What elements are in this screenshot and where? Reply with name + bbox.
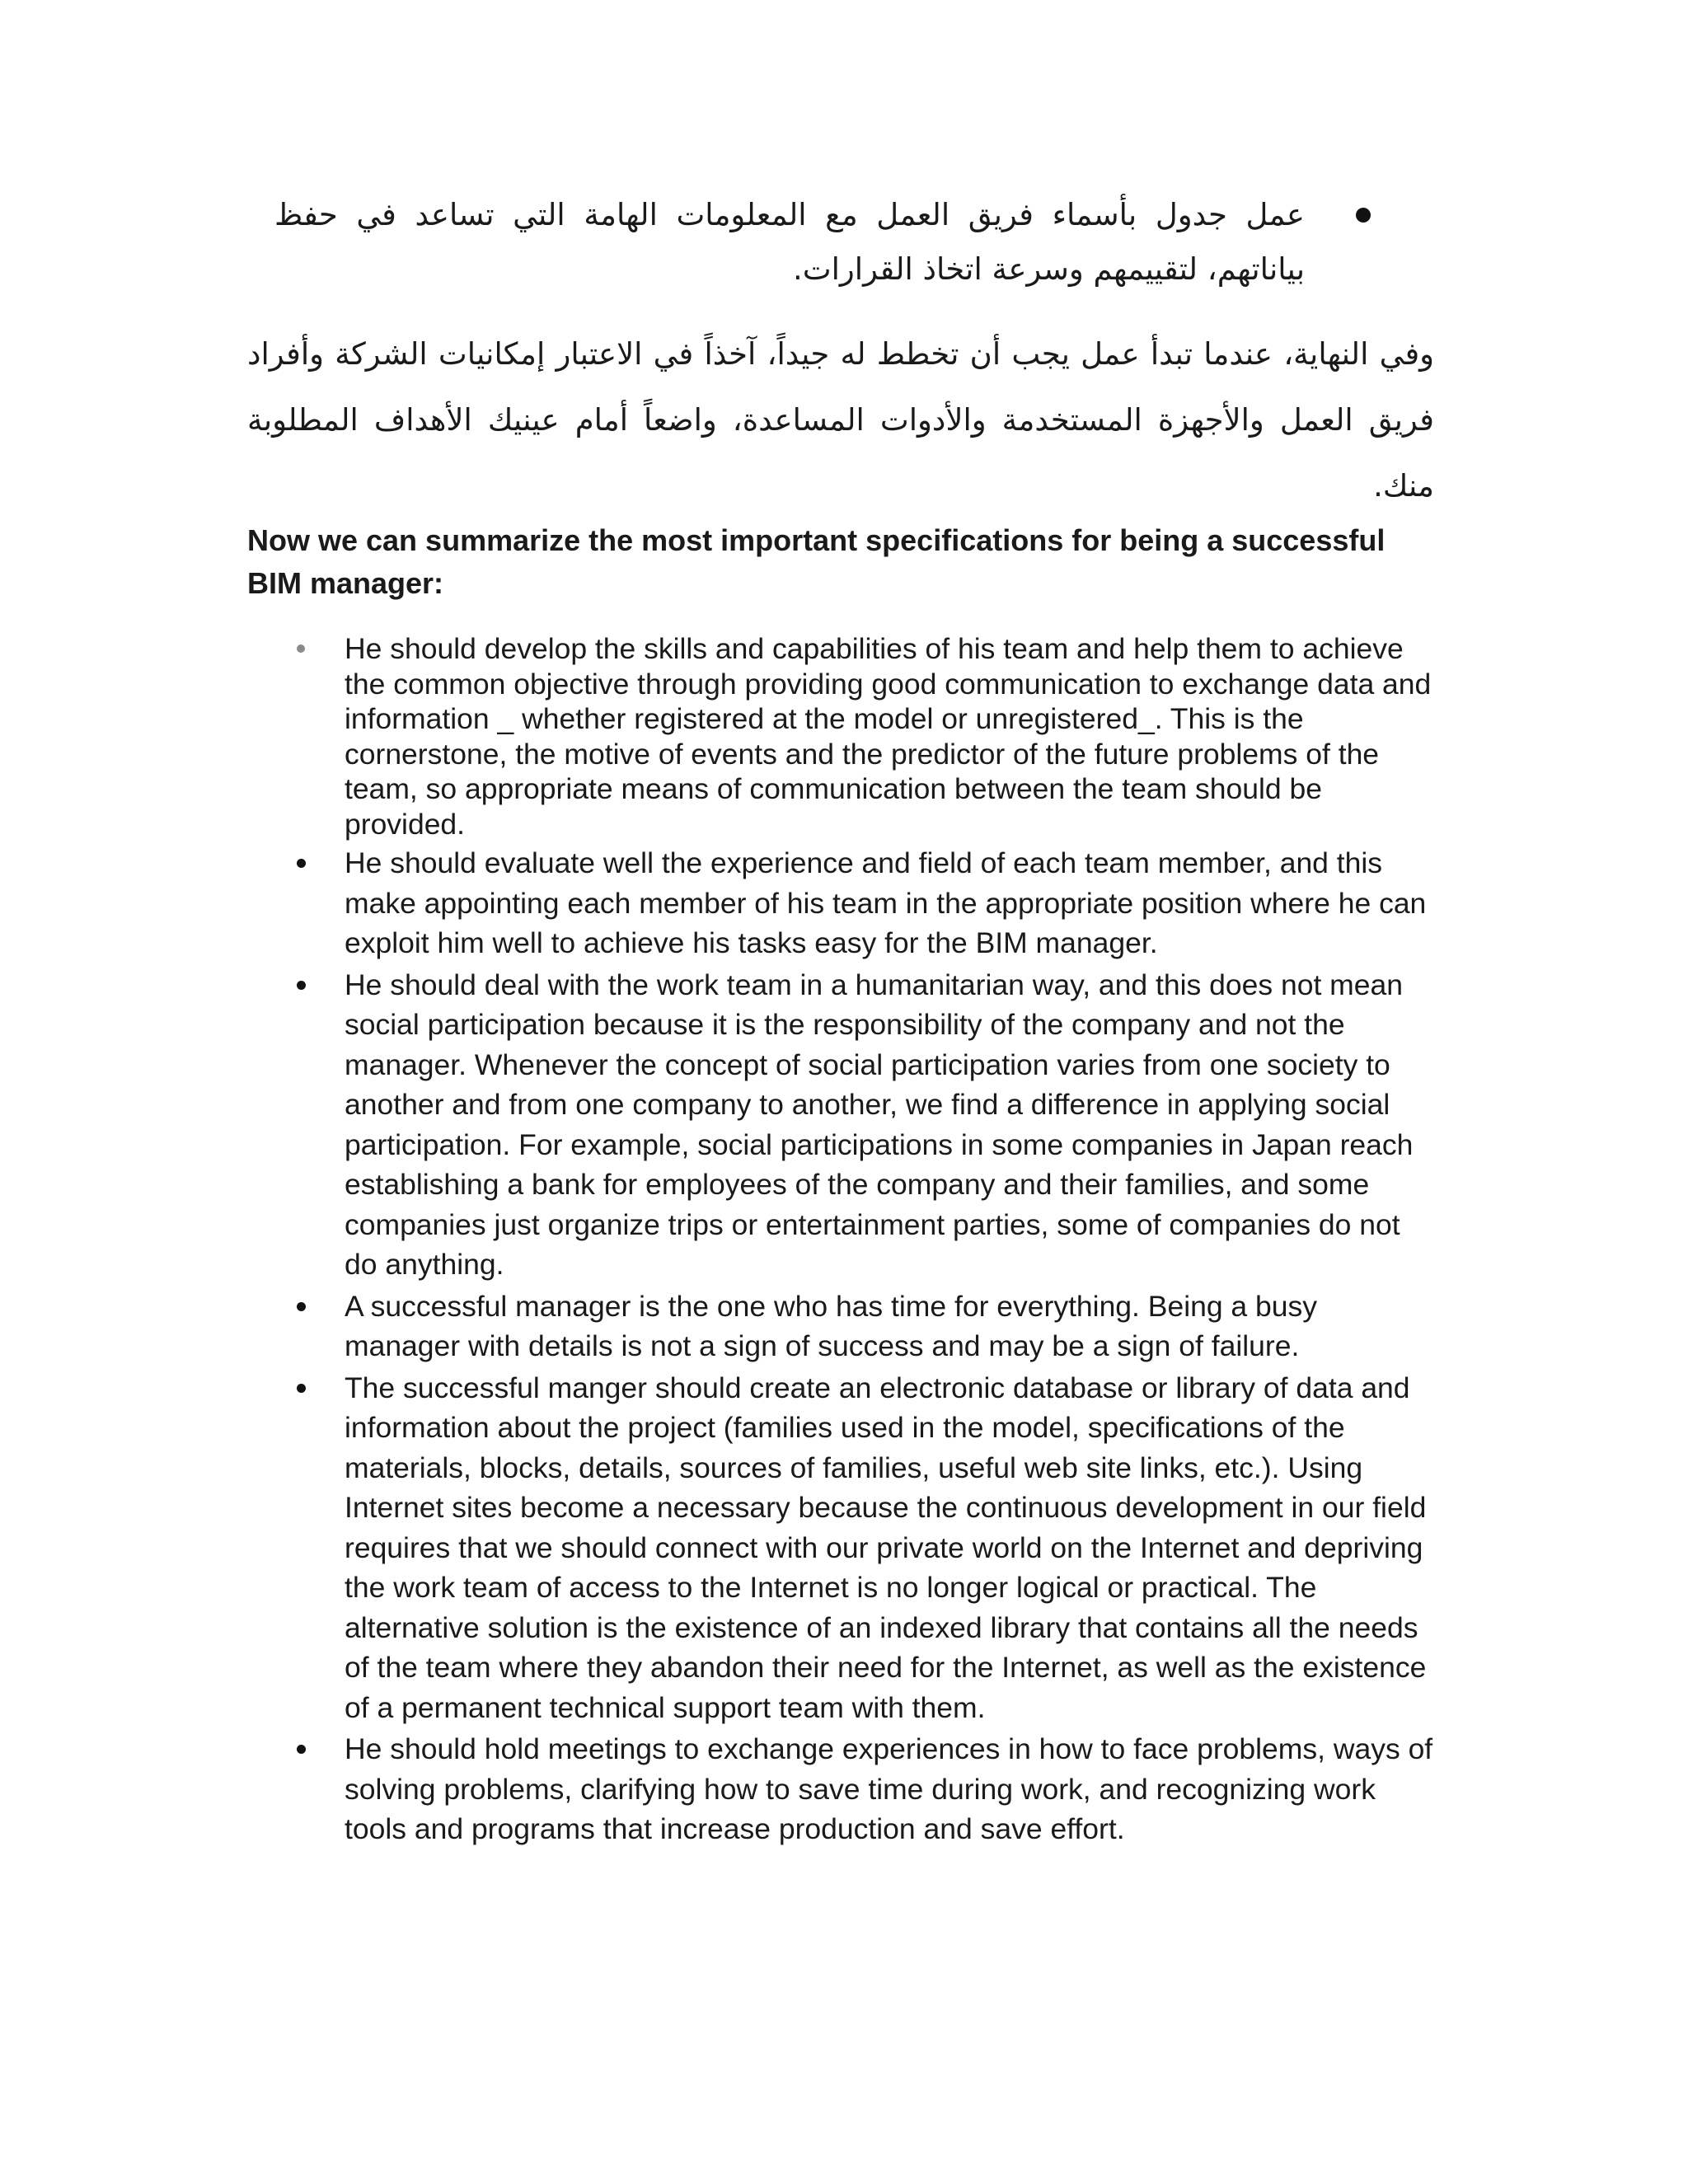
list-item	[247, 1729, 1434, 1849]
list-item	[247, 965, 1434, 1285]
list-item	[247, 631, 1434, 841]
bullet-dot	[297, 1384, 306, 1393]
arabic-paragraph: وفي النهاية، عندما تبدأ عمل يجب أن تخطط له جيداً، آخذاً في الاعتبار إمكانيات الشركة وأفراد فريق العمل والأجهزة المستخدمة والأدوات المساعدة، واضعاً أمام عينيك الأهداف المطلوبة منك.	[247, 336, 1434, 504]
list-item-text: He should evaluate well the experience and field of each team member, and this make appointing each member of his team in the appropriate position where he can exploit him well to achieve his tasks easy for the BIM manager.	[345, 846, 1427, 959]
list-item-text: He should develop the skills and capabilities of his team and help them to achieve the common objective through providing good communication to exchange data and information _ whether registered at the model or unregistered_. This is the cornerstone, the motive of events and the predictor of the future problems of the team, so appropriate means of communication between the team should be provided.	[345, 632, 1432, 841]
bullet-dot	[297, 981, 306, 990]
bullet-dot	[1356, 208, 1371, 223]
arabic-bullet-item	[274, 188, 1371, 297]
list-item-text: He should deal with the work team in a humanitarian way, and this does not mean social participation because it is the responsibility of the company and not the manager. Whenever the concept of social participation varies from one society to another and from one company to another, we find a difference in applying social participation. For example, social participations in some companies in Japan reach establishing a bank for employees of the company and their families, and some companies just organize trips or entertainment parties, some of companies do not do anything.	[345, 968, 1414, 1281]
section-heading: Now we can summarize the most important specifications for being a successful BIM manager:	[247, 523, 1386, 600]
bullet-dot	[297, 1302, 306, 1311]
list-item-text: He should hold meetings to exchange experiences in how to face problems, ways of solving problems, clarifying how to save time during work, and recognizing work tools and programs that increase production and save effort.	[345, 1732, 1433, 1845]
list-item-text: The successful manger should create an electronic database or library of data and information about the project (families used in the model, specifications of the materials, blocks, details, sources of families, useful web site links, etc.). Using Internet sites become a necessary because the continuous development in our field requires that we should connect with our private world on the Internet and depriving the work team of access to the Internet is no longer logical or practical. The alternative solution is the existence of an indexed library that contains all the needs of the team where they abandon their need for the Internet, as well as the existence of a permanent technical support team with them.	[345, 1371, 1427, 1724]
list-item	[247, 1368, 1434, 1728]
list-item-text: A successful manager is the one who has time for everything. Being a busy manager with details is not a sign of success and may be a sign of failure.	[345, 1289, 1318, 1362]
bullet-dot	[297, 1745, 306, 1754]
list-item	[247, 843, 1434, 963]
specifications-list	[247, 631, 1434, 1849]
list-item	[247, 1286, 1434, 1366]
arabic-bullet-text: عمل جدول بأسماء فريق العمل مع المعلومات الهامة التي تساعد في حفظ بياناتهم، لتقييمهم وسرعة اتخاذ القرارات.	[274, 197, 1305, 287]
bullet-dot	[297, 644, 305, 653]
bullet-dot	[297, 859, 306, 868]
